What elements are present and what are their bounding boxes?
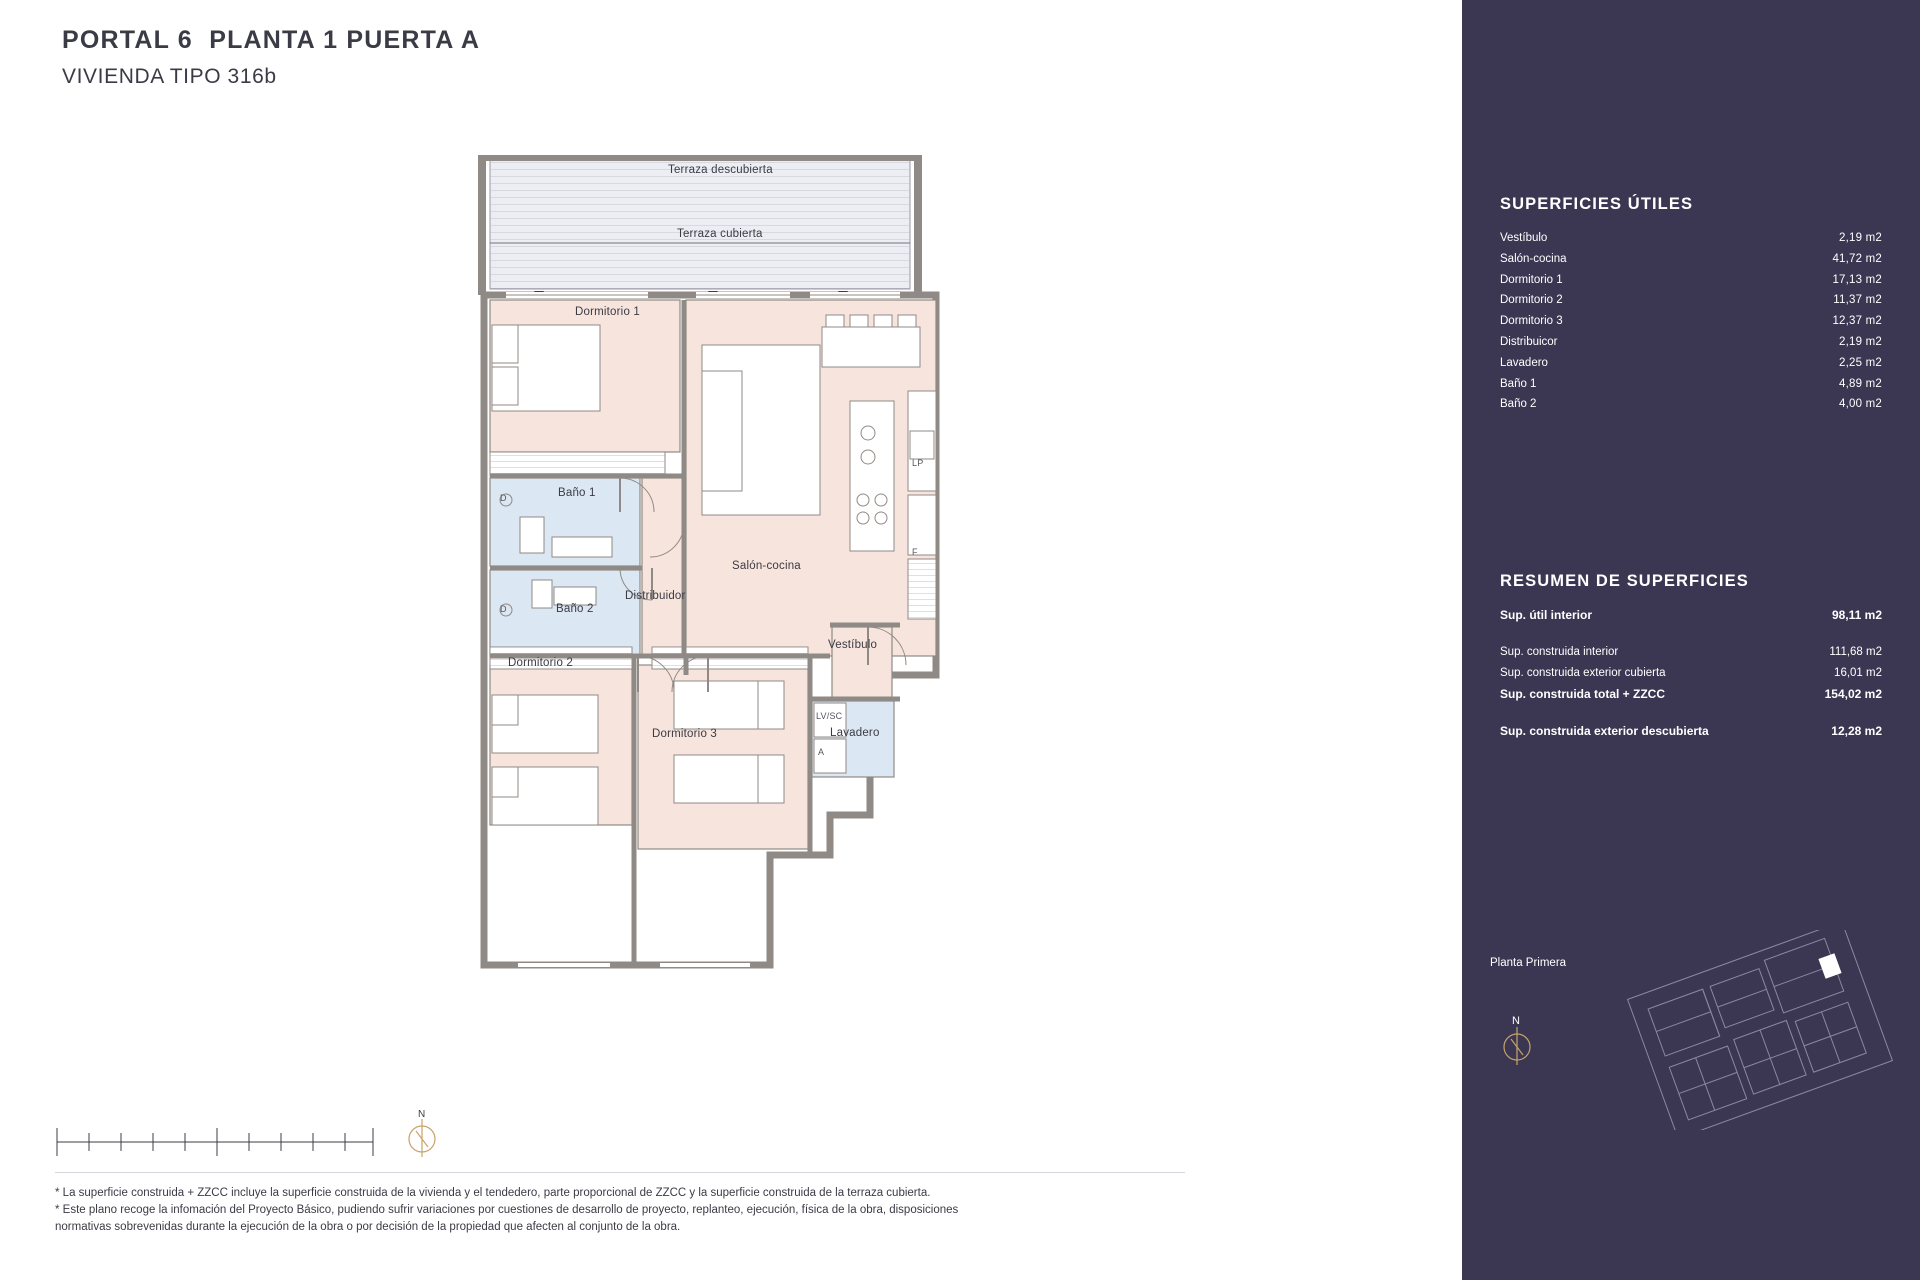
list-item bbox=[1500, 374, 1882, 395]
resumen-value: 98,11 m2 bbox=[1831, 608, 1882, 622]
resumen-value: 154,02 m2 bbox=[1824, 687, 1882, 701]
util-label: Distribuicor bbox=[1500, 335, 1558, 348]
footnote-line-1: * La superficie construida + ZZCC incluye la superficie construida de la vivienda y el tendedero, parte proporcional de ZZCC y la superficie construida de la terraza cubierta. bbox=[55, 1187, 931, 1199]
svg-text:N: N bbox=[1512, 1015, 1520, 1027]
util-value: 2,25 m2 bbox=[1839, 356, 1882, 369]
compass-north-icon bbox=[400, 1105, 444, 1161]
resumen-value: 16,01 m2 bbox=[1834, 667, 1882, 679]
util-label: Lavadero bbox=[1500, 356, 1548, 369]
list-item bbox=[1500, 249, 1882, 270]
footnote-line-3: normativas sobrevenidas durante la ejecución de la obra o por decisión de la propiedad que afecten al conjunto de la obra. bbox=[55, 1221, 681, 1233]
list-item bbox=[1500, 721, 1882, 742]
resumen-label: Sup. útil interior bbox=[1500, 608, 1592, 622]
list-item bbox=[1500, 663, 1882, 684]
appliance-label-d-bano2: D bbox=[500, 604, 507, 614]
room-label-distribuidor: Distribuidor bbox=[625, 590, 686, 602]
room-label-dormitorio-3: Dormitorio 3 bbox=[652, 728, 718, 740]
spacer bbox=[1500, 705, 1882, 721]
list-item bbox=[1500, 290, 1882, 311]
list-item bbox=[1500, 684, 1882, 705]
list-item bbox=[1500, 311, 1882, 332]
list-item bbox=[1500, 270, 1882, 291]
list-item bbox=[1500, 228, 1882, 249]
util-label: Baño 1 bbox=[1500, 377, 1537, 390]
appliance-label-lp: LP bbox=[912, 458, 924, 468]
util-label: Vestíbulo bbox=[1500, 232, 1548, 244]
list-item bbox=[1500, 605, 1882, 626]
util-label: Dormitorio 3 bbox=[1500, 315, 1563, 328]
footnote-line-2: * Este plano recoge la infomación del Proyecto Básico, pudiendo sufrir variaciones por cuestiones de desarrollo de proyecto, replanteo, ejecución, física de la obra, disposiciones bbox=[55, 1204, 959, 1216]
room-label-terraza-cubierta: Terraza cubierta bbox=[677, 228, 763, 240]
room-label-dormitorio-1: Dormitorio 1 bbox=[575, 306, 641, 318]
scale-bar bbox=[55, 1120, 375, 1160]
floor-plan bbox=[470, 155, 1160, 1045]
title-block bbox=[62, 26, 480, 89]
key-plan-diagram bbox=[1610, 930, 1910, 1135]
footnote-divider bbox=[55, 1172, 1185, 1173]
appliance-label-d-bano1: D bbox=[500, 493, 507, 503]
room-label-salon-cocina: Salón-cocina bbox=[732, 560, 801, 572]
util-value: 17,13 m2 bbox=[1832, 273, 1882, 286]
room-label-lavadero: Lavadero bbox=[830, 727, 880, 739]
util-value: 11,37 m2 bbox=[1833, 294, 1882, 307]
util-value: 4,00 m2 bbox=[1839, 398, 1882, 411]
compass-north-icon-panel bbox=[1494, 1012, 1540, 1070]
util-value: 41,72 m2 bbox=[1832, 252, 1882, 265]
resumen-label: Sup. construida total + ZZCC bbox=[1500, 687, 1666, 701]
appliance-label-a: A bbox=[818, 747, 825, 757]
appliance-label-f: F bbox=[912, 547, 918, 557]
list-item bbox=[1500, 332, 1882, 353]
room-label-vestibulo: Vestíbulo bbox=[828, 639, 878, 651]
page-subtitle: VIVIENDA TIPO 316b bbox=[62, 65, 277, 88]
resumen-superficies-list bbox=[1500, 605, 1882, 742]
util-label: Baño 2 bbox=[1500, 398, 1537, 411]
superficies-utiles-heading: SUPERFICIES ÚTILES bbox=[1500, 195, 1694, 213]
util-value: 2,19 m2 bbox=[1839, 232, 1882, 244]
footnotes bbox=[55, 1185, 1185, 1236]
util-label: Salón-cocina bbox=[1500, 252, 1567, 265]
room-label-bano-1: Baño 1 bbox=[558, 487, 596, 499]
util-value: 2,19 m2 bbox=[1839, 335, 1882, 348]
list-item bbox=[1500, 642, 1882, 663]
spacer bbox=[1500, 626, 1882, 642]
list-item bbox=[1500, 394, 1882, 415]
util-value: 12,37 m2 bbox=[1832, 315, 1882, 328]
superficies-utiles-list bbox=[1500, 228, 1882, 415]
resumen-value: 12,28 m2 bbox=[1831, 724, 1882, 738]
resumen-superficies-heading: RESUMEN DE SUPERFICIES bbox=[1500, 572, 1749, 590]
key-plan-label: Planta Primera bbox=[1490, 957, 1567, 969]
resumen-label: Sup. construida exterior descubierta bbox=[1500, 724, 1709, 738]
util-label: Dormitorio 1 bbox=[1500, 273, 1563, 286]
info-panel bbox=[1462, 0, 1920, 1280]
room-label-terraza-descubierta: Terraza descubierta bbox=[668, 164, 773, 176]
resumen-label: Sup. construida interior bbox=[1500, 646, 1619, 658]
util-label: Dormitorio 2 bbox=[1500, 294, 1563, 307]
key-plan-block bbox=[1462, 930, 1920, 1180]
room-label-bano-2: Baño 2 bbox=[556, 603, 594, 615]
resumen-label: Sup. construida exterior cubierta bbox=[1500, 667, 1666, 679]
resumen-value: 111,68 m2 bbox=[1829, 646, 1882, 658]
appliance-label-lv-sc: LV/SC bbox=[816, 711, 843, 721]
room-label-dormitorio-2: Dormitorio 2 bbox=[508, 657, 574, 669]
list-item bbox=[1500, 353, 1882, 374]
util-value: 4,89 m2 bbox=[1839, 377, 1882, 390]
svg-text:N: N bbox=[418, 1109, 426, 1120]
page-title: PORTAL 6 PLANTA 1 PUERTA A bbox=[62, 26, 481, 54]
